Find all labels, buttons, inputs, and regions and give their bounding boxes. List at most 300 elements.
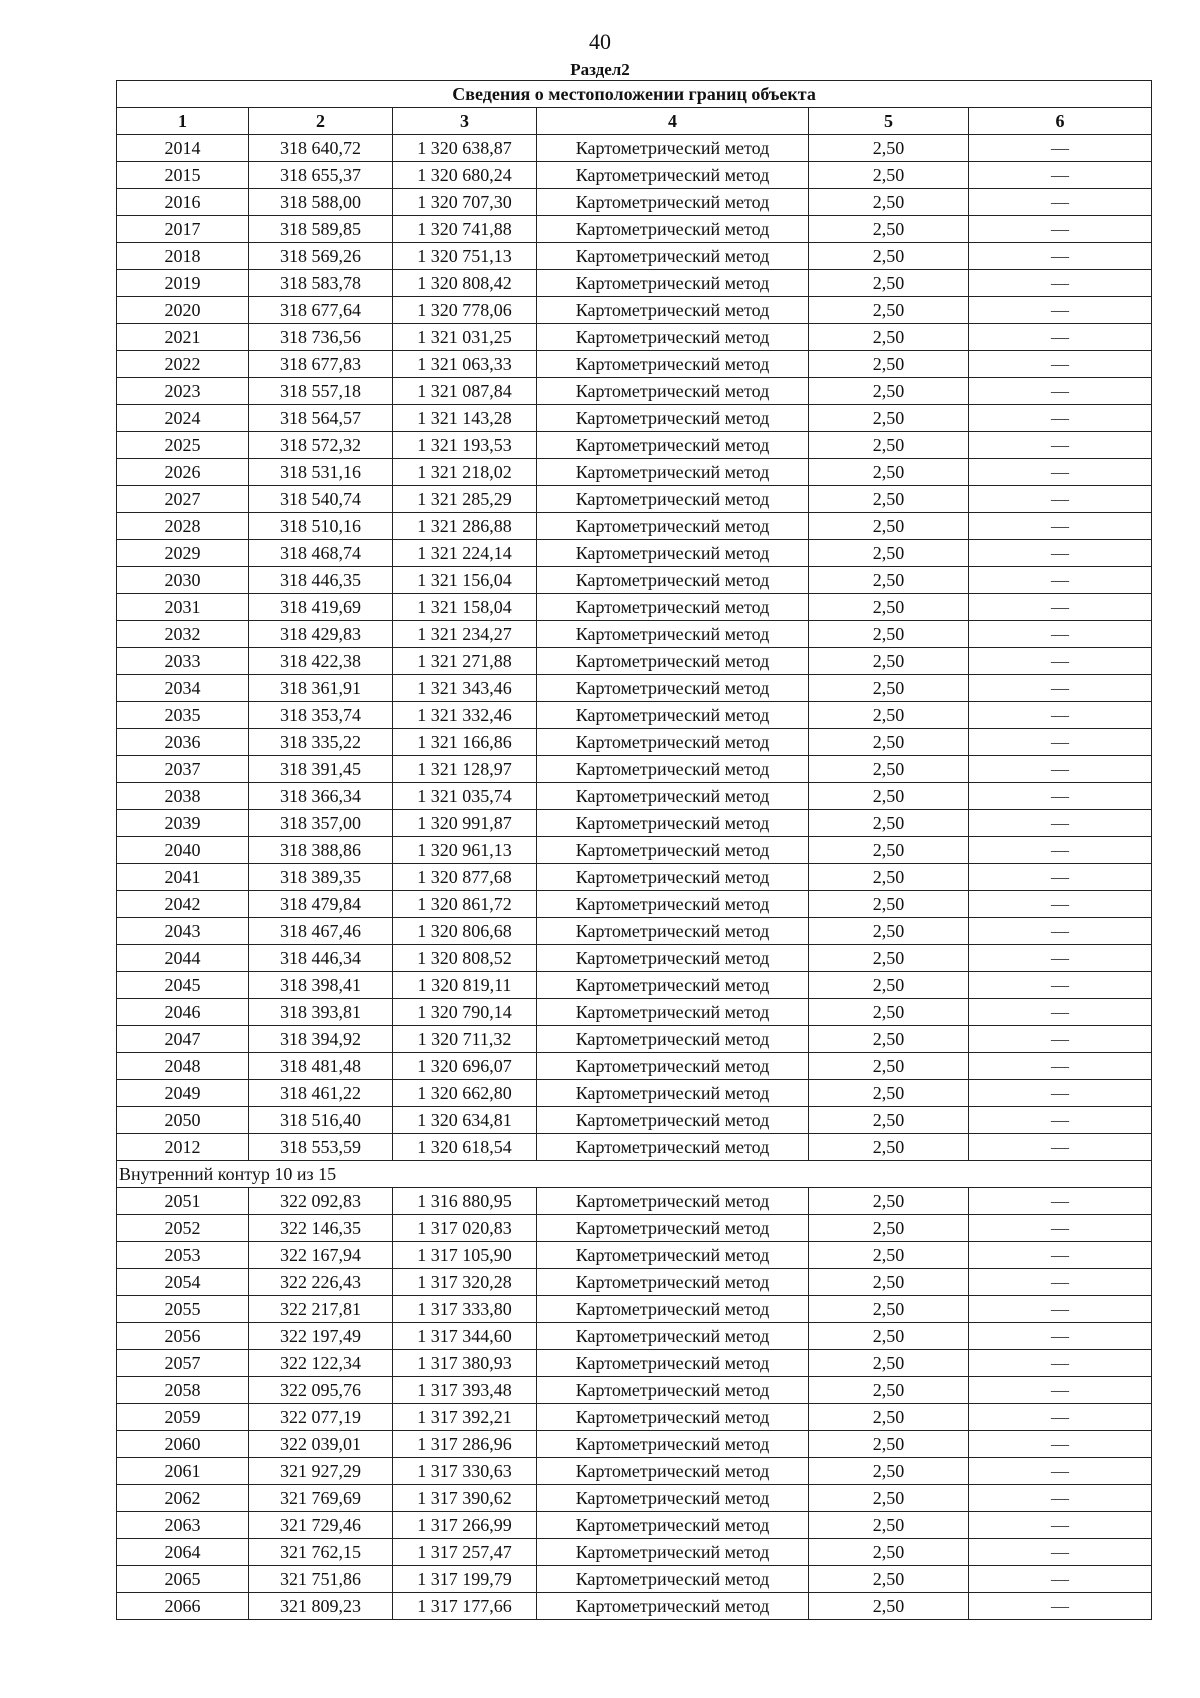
method-cell: Картометрический метод (537, 1107, 809, 1134)
accuracy-cell: 2,50 (809, 1431, 969, 1458)
point-number-cell: 2027 (117, 486, 249, 513)
method-cell: Картометрический метод (537, 432, 809, 459)
method-cell: Картометрический метод (537, 1539, 809, 1566)
accuracy-cell: 2,50 (809, 324, 969, 351)
x-coordinate-cell: 322 092,83 (249, 1188, 393, 1215)
x-coordinate-cell: 318 564,57 (249, 405, 393, 432)
method-cell: Картометрический метод (537, 1431, 809, 1458)
method-cell: Картометрический метод (537, 540, 809, 567)
table-header-row (117, 108, 1152, 135)
y-coordinate-cell: 1 317 392,21 (393, 1404, 537, 1431)
point-number-cell: 2059 (117, 1404, 249, 1431)
method-cell: Картометрический метод (537, 459, 809, 486)
method-cell: Картометрический метод (537, 1134, 809, 1161)
table-row (117, 1485, 1152, 1512)
y-coordinate-cell: 1 320 808,42 (393, 270, 537, 297)
point-number-cell: 2022 (117, 351, 249, 378)
x-coordinate-cell: 318 540,74 (249, 486, 393, 513)
table-row (117, 918, 1152, 945)
method-cell: Картометрический метод (537, 1215, 809, 1242)
accuracy-cell: 2,50 (809, 567, 969, 594)
point-number-cell: 2041 (117, 864, 249, 891)
accuracy-cell: 2,50 (809, 135, 969, 162)
x-coordinate-cell: 318 516,40 (249, 1107, 393, 1134)
table-row (117, 162, 1152, 189)
point-number-cell: 2060 (117, 1431, 249, 1458)
method-cell: Картометрический метод (537, 621, 809, 648)
y-coordinate-cell: 1 320 790,14 (393, 999, 537, 1026)
note-cell: — (969, 135, 1152, 162)
point-number-cell: 2064 (117, 1539, 249, 1566)
x-coordinate-cell: 322 077,19 (249, 1404, 393, 1431)
point-number-cell: 2056 (117, 1323, 249, 1350)
point-number-cell: 2057 (117, 1350, 249, 1377)
note-cell: — (969, 432, 1152, 459)
accuracy-cell: 2,50 (809, 945, 969, 972)
table-row (117, 1134, 1152, 1161)
method-cell: Картометрический метод (537, 135, 809, 162)
point-number-cell: 2020 (117, 297, 249, 324)
method-cell: Картометрический метод (537, 486, 809, 513)
method-cell: Картометрический метод (537, 1080, 809, 1107)
x-coordinate-cell: 318 572,32 (249, 432, 393, 459)
note-cell: — (969, 1512, 1152, 1539)
point-number-cell: 2062 (117, 1485, 249, 1512)
accuracy-cell: 2,50 (809, 918, 969, 945)
point-number-cell: 2054 (117, 1269, 249, 1296)
point-number-cell: 2050 (117, 1107, 249, 1134)
method-cell: Картометрический метод (537, 729, 809, 756)
accuracy-cell: 2,50 (809, 1296, 969, 1323)
point-number-cell: 2037 (117, 756, 249, 783)
point-number-cell: 2018 (117, 243, 249, 270)
method-cell: Картометрический метод (537, 1269, 809, 1296)
accuracy-cell: 2,50 (809, 297, 969, 324)
x-coordinate-cell: 321 769,69 (249, 1485, 393, 1512)
accuracy-cell: 2,50 (809, 189, 969, 216)
accuracy-cell: 2,50 (809, 837, 969, 864)
accuracy-cell: 2,50 (809, 891, 969, 918)
y-coordinate-cell: 1 317 257,47 (393, 1539, 537, 1566)
point-number-cell: 2029 (117, 540, 249, 567)
table-caption: Сведения о местоположении границ объекта (117, 81, 1152, 108)
accuracy-cell: 2,50 (809, 540, 969, 567)
note-cell: — (969, 1134, 1152, 1161)
table-row (117, 1215, 1152, 1242)
table-row (117, 810, 1152, 837)
accuracy-cell: 2,50 (809, 594, 969, 621)
accuracy-cell: 2,50 (809, 864, 969, 891)
y-coordinate-cell: 1 320 741,88 (393, 216, 537, 243)
y-coordinate-cell: 1 320 778,06 (393, 297, 537, 324)
note-cell: — (969, 675, 1152, 702)
note-cell: — (969, 837, 1152, 864)
accuracy-cell: 2,50 (809, 432, 969, 459)
method-cell: Картометрический метод (537, 1377, 809, 1404)
y-coordinate-cell: 1 317 320,28 (393, 1269, 537, 1296)
note-cell: — (969, 486, 1152, 513)
note-cell: — (969, 783, 1152, 810)
accuracy-cell: 2,50 (809, 216, 969, 243)
table-row (117, 1053, 1152, 1080)
x-coordinate-cell: 321 751,86 (249, 1566, 393, 1593)
x-coordinate-cell: 318 335,22 (249, 729, 393, 756)
y-coordinate-cell: 1 317 266,99 (393, 1512, 537, 1539)
note-cell: — (969, 1485, 1152, 1512)
y-coordinate-cell: 1 320 861,72 (393, 891, 537, 918)
x-coordinate-cell: 318 389,35 (249, 864, 393, 891)
table-row (117, 702, 1152, 729)
table-body (117, 135, 1152, 1620)
y-coordinate-cell: 1 321 234,27 (393, 621, 537, 648)
table-row (117, 1377, 1152, 1404)
accuracy-cell: 2,50 (809, 756, 969, 783)
point-number-cell: 2030 (117, 567, 249, 594)
accuracy-cell: 2,50 (809, 162, 969, 189)
x-coordinate-cell: 318 557,18 (249, 378, 393, 405)
point-number-cell: 2016 (117, 189, 249, 216)
point-number-cell: 2034 (117, 675, 249, 702)
accuracy-cell: 2,50 (809, 513, 969, 540)
accuracy-cell: 2,50 (809, 729, 969, 756)
x-coordinate-cell: 318 391,45 (249, 756, 393, 783)
y-coordinate-cell: 1 321 158,04 (393, 594, 537, 621)
table-row (117, 459, 1152, 486)
y-coordinate-cell: 1 321 063,33 (393, 351, 537, 378)
table-row (117, 1188, 1152, 1215)
method-cell: Картометрический метод (537, 1485, 809, 1512)
method-cell: Картометрический метод (537, 243, 809, 270)
x-coordinate-cell: 318 394,92 (249, 1026, 393, 1053)
x-coordinate-cell: 318 569,26 (249, 243, 393, 270)
accuracy-cell: 2,50 (809, 270, 969, 297)
x-coordinate-cell: 318 446,35 (249, 567, 393, 594)
table-row (117, 1512, 1152, 1539)
y-coordinate-cell: 1 320 634,81 (393, 1107, 537, 1134)
x-coordinate-cell: 322 226,43 (249, 1269, 393, 1296)
note-cell: — (969, 567, 1152, 594)
y-coordinate-cell: 1 320 696,07 (393, 1053, 537, 1080)
point-number-cell: 2023 (117, 378, 249, 405)
x-coordinate-cell: 322 197,49 (249, 1323, 393, 1350)
method-cell: Картометрический метод (537, 513, 809, 540)
x-coordinate-cell: 322 146,35 (249, 1215, 393, 1242)
point-number-cell: 2047 (117, 1026, 249, 1053)
point-number-cell: 2015 (117, 162, 249, 189)
y-coordinate-cell: 1 321 224,14 (393, 540, 537, 567)
point-number-cell: 2014 (117, 135, 249, 162)
table-row (117, 1242, 1152, 1269)
accuracy-cell: 2,50 (809, 1539, 969, 1566)
point-number-cell: 2051 (117, 1188, 249, 1215)
method-cell: Картометрический метод (537, 918, 809, 945)
note-cell: — (969, 1593, 1152, 1620)
x-coordinate-cell: 318 422,38 (249, 648, 393, 675)
point-number-cell: 2061 (117, 1458, 249, 1485)
method-cell: Картометрический метод (537, 756, 809, 783)
point-number-cell: 2028 (117, 513, 249, 540)
method-cell: Картометрический метод (537, 1350, 809, 1377)
y-coordinate-cell: 1 317 105,90 (393, 1242, 537, 1269)
table-row (117, 648, 1152, 675)
method-cell: Картометрический метод (537, 1242, 809, 1269)
method-cell: Картометрический метод (537, 189, 809, 216)
table-row (117, 216, 1152, 243)
accuracy-cell: 2,50 (809, 702, 969, 729)
accuracy-cell: 2,50 (809, 1323, 969, 1350)
y-coordinate-cell: 1 320 819,11 (393, 972, 537, 999)
point-number-cell: 2012 (117, 1134, 249, 1161)
method-cell: Картометрический метод (537, 1458, 809, 1485)
y-coordinate-cell: 1 321 193,53 (393, 432, 537, 459)
table-row (117, 351, 1152, 378)
note-cell: — (969, 1053, 1152, 1080)
point-number-cell: 2065 (117, 1566, 249, 1593)
note-cell: — (969, 810, 1152, 837)
x-coordinate-cell: 318 393,81 (249, 999, 393, 1026)
x-coordinate-cell: 318 446,34 (249, 945, 393, 972)
table-row (117, 405, 1152, 432)
y-coordinate-cell: 1 317 393,48 (393, 1377, 537, 1404)
note-cell: — (969, 621, 1152, 648)
table-row (117, 1080, 1152, 1107)
table-row (117, 1269, 1152, 1296)
accuracy-cell: 2,50 (809, 621, 969, 648)
point-number-cell: 2045 (117, 972, 249, 999)
table-row (117, 513, 1152, 540)
y-coordinate-cell: 1 321 218,02 (393, 459, 537, 486)
point-number-cell: 2021 (117, 324, 249, 351)
table-row (117, 324, 1152, 351)
table-row (117, 189, 1152, 216)
y-coordinate-cell: 1 317 286,96 (393, 1431, 537, 1458)
method-cell: Картометрический метод (537, 1026, 809, 1053)
note-cell: — (969, 999, 1152, 1026)
method-cell: Картометрический метод (537, 891, 809, 918)
y-coordinate-cell: 1 317 344,60 (393, 1323, 537, 1350)
x-coordinate-cell: 318 479,84 (249, 891, 393, 918)
table-row (117, 891, 1152, 918)
y-coordinate-cell: 1 316 880,95 (393, 1188, 537, 1215)
column-header: 5 (809, 108, 969, 135)
x-coordinate-cell: 318 429,83 (249, 621, 393, 648)
y-coordinate-cell: 1 321 285,29 (393, 486, 537, 513)
point-number-cell: 2058 (117, 1377, 249, 1404)
accuracy-cell: 2,50 (809, 243, 969, 270)
y-coordinate-cell: 1 317 390,62 (393, 1485, 537, 1512)
table-row (117, 621, 1152, 648)
note-cell: — (969, 729, 1152, 756)
table-row (117, 1404, 1152, 1431)
note-cell: — (969, 756, 1152, 783)
note-cell: — (969, 1269, 1152, 1296)
note-cell: — (969, 648, 1152, 675)
accuracy-cell: 2,50 (809, 1485, 969, 1512)
x-coordinate-cell: 318 353,74 (249, 702, 393, 729)
x-coordinate-cell: 318 655,37 (249, 162, 393, 189)
section-title: Раздел2 (570, 60, 630, 79)
accuracy-cell: 2,50 (809, 1269, 969, 1296)
method-cell: Картометрический метод (537, 1566, 809, 1593)
note-cell: — (969, 1377, 1152, 1404)
point-number-cell: 2031 (117, 594, 249, 621)
x-coordinate-cell: 321 729,46 (249, 1512, 393, 1539)
table-row (117, 297, 1152, 324)
table-row (117, 1566, 1152, 1593)
point-number-cell: 2048 (117, 1053, 249, 1080)
note-cell: — (969, 864, 1152, 891)
y-coordinate-cell: 1 321 332,46 (393, 702, 537, 729)
note-cell: — (969, 945, 1152, 972)
table-row (117, 432, 1152, 459)
point-number-cell: 2033 (117, 648, 249, 675)
accuracy-cell: 2,50 (809, 459, 969, 486)
table-row (117, 675, 1152, 702)
accuracy-cell: 2,50 (809, 351, 969, 378)
x-coordinate-cell: 318 583,78 (249, 270, 393, 297)
table-row (117, 1296, 1152, 1323)
y-coordinate-cell: 1 317 380,93 (393, 1350, 537, 1377)
method-cell: Картометрический метод (537, 1296, 809, 1323)
table-row (117, 567, 1152, 594)
point-number-cell: 2032 (117, 621, 249, 648)
y-coordinate-cell: 1 320 961,13 (393, 837, 537, 864)
accuracy-cell: 2,50 (809, 999, 969, 1026)
note-cell: — (969, 1080, 1152, 1107)
table-row (117, 378, 1152, 405)
table-row (117, 783, 1152, 810)
point-number-cell: 2019 (117, 270, 249, 297)
y-coordinate-cell: 1 321 031,25 (393, 324, 537, 351)
note-cell: — (969, 378, 1152, 405)
note-cell: — (969, 891, 1152, 918)
y-coordinate-cell: 1 320 991,87 (393, 810, 537, 837)
point-number-cell: 2055 (117, 1296, 249, 1323)
method-cell: Картометрический метод (537, 648, 809, 675)
table-row (117, 1026, 1152, 1053)
note-cell: — (969, 1539, 1152, 1566)
note-cell: — (969, 972, 1152, 999)
method-cell: Картометрический метод (537, 1593, 809, 1620)
table-row (117, 1593, 1152, 1620)
note-cell: — (969, 1350, 1152, 1377)
table-row (117, 1431, 1152, 1458)
accuracy-cell: 2,50 (809, 405, 969, 432)
table-row (117, 486, 1152, 513)
contour-label: Внутренний контур 10 из 15 (117, 1161, 1152, 1188)
method-cell: Картометрический метод (537, 675, 809, 702)
y-coordinate-cell: 1 321 035,74 (393, 783, 537, 810)
table-row (117, 864, 1152, 891)
table-row (117, 1107, 1152, 1134)
accuracy-cell: 2,50 (809, 1458, 969, 1485)
accuracy-cell: 2,50 (809, 783, 969, 810)
x-coordinate-cell: 318 589,85 (249, 216, 393, 243)
y-coordinate-cell: 1 320 618,54 (393, 1134, 537, 1161)
table-row (117, 540, 1152, 567)
table-row (117, 756, 1152, 783)
method-cell: Картометрический метод (537, 999, 809, 1026)
y-coordinate-cell: 1 317 333,80 (393, 1296, 537, 1323)
table-row (117, 729, 1152, 756)
table-row (117, 270, 1152, 297)
note-cell: — (969, 162, 1152, 189)
method-cell: Картометрический метод (537, 783, 809, 810)
x-coordinate-cell: 318 366,34 (249, 783, 393, 810)
point-number-cell: 2044 (117, 945, 249, 972)
note-cell: — (969, 297, 1152, 324)
y-coordinate-cell: 1 317 020,83 (393, 1215, 537, 1242)
point-number-cell: 2036 (117, 729, 249, 756)
x-coordinate-cell: 318 398,41 (249, 972, 393, 999)
y-coordinate-cell: 1 320 751,13 (393, 243, 537, 270)
x-coordinate-cell: 318 388,86 (249, 837, 393, 864)
note-cell: — (969, 1404, 1152, 1431)
point-number-cell: 2017 (117, 216, 249, 243)
method-cell: Картометрический метод (537, 702, 809, 729)
method-cell: Картометрический метод (537, 1053, 809, 1080)
x-coordinate-cell: 318 677,83 (249, 351, 393, 378)
column-header: 2 (249, 108, 393, 135)
accuracy-cell: 2,50 (809, 1593, 969, 1620)
note-cell: — (969, 1296, 1152, 1323)
point-number-cell: 2046 (117, 999, 249, 1026)
y-coordinate-cell: 1 317 199,79 (393, 1566, 537, 1593)
accuracy-cell: 2,50 (809, 972, 969, 999)
accuracy-cell: 2,50 (809, 1350, 969, 1377)
accuracy-cell: 2,50 (809, 1188, 969, 1215)
method-cell: Картометрический метод (537, 1512, 809, 1539)
note-cell: — (969, 405, 1152, 432)
method-cell: Картометрический метод (537, 567, 809, 594)
y-coordinate-cell: 1 320 707,30 (393, 189, 537, 216)
note-cell: — (969, 351, 1152, 378)
method-cell: Картометрический метод (537, 864, 809, 891)
x-coordinate-cell: 318 736,56 (249, 324, 393, 351)
accuracy-cell: 2,50 (809, 1566, 969, 1593)
column-header: 1 (117, 108, 249, 135)
contour-row (117, 1161, 1152, 1188)
point-number-cell: 2026 (117, 459, 249, 486)
table-row (117, 972, 1152, 999)
point-number-cell: 2052 (117, 1215, 249, 1242)
method-cell: Картометрический метод (537, 1188, 809, 1215)
accuracy-cell: 2,50 (809, 1134, 969, 1161)
x-coordinate-cell: 318 467,46 (249, 918, 393, 945)
x-coordinate-cell: 318 357,00 (249, 810, 393, 837)
note-cell: — (969, 1188, 1152, 1215)
method-cell: Картометрический метод (537, 837, 809, 864)
accuracy-cell: 2,50 (809, 1026, 969, 1053)
y-coordinate-cell: 1 320 877,68 (393, 864, 537, 891)
y-coordinate-cell: 1 320 662,80 (393, 1080, 537, 1107)
point-number-cell: 2038 (117, 783, 249, 810)
note-cell: — (969, 189, 1152, 216)
x-coordinate-cell: 321 809,23 (249, 1593, 393, 1620)
table-caption-row (117, 81, 1152, 108)
note-cell: — (969, 1242, 1152, 1269)
note-cell: — (969, 324, 1152, 351)
x-coordinate-cell: 322 095,76 (249, 1377, 393, 1404)
point-number-cell: 2024 (117, 405, 249, 432)
x-coordinate-cell: 321 927,29 (249, 1458, 393, 1485)
method-cell: Картометрический метод (537, 945, 809, 972)
accuracy-cell: 2,50 (809, 1080, 969, 1107)
x-coordinate-cell: 318 640,72 (249, 135, 393, 162)
boundary-coordinates-table (116, 80, 1152, 1620)
method-cell: Картометрический метод (537, 270, 809, 297)
table-row (117, 945, 1152, 972)
